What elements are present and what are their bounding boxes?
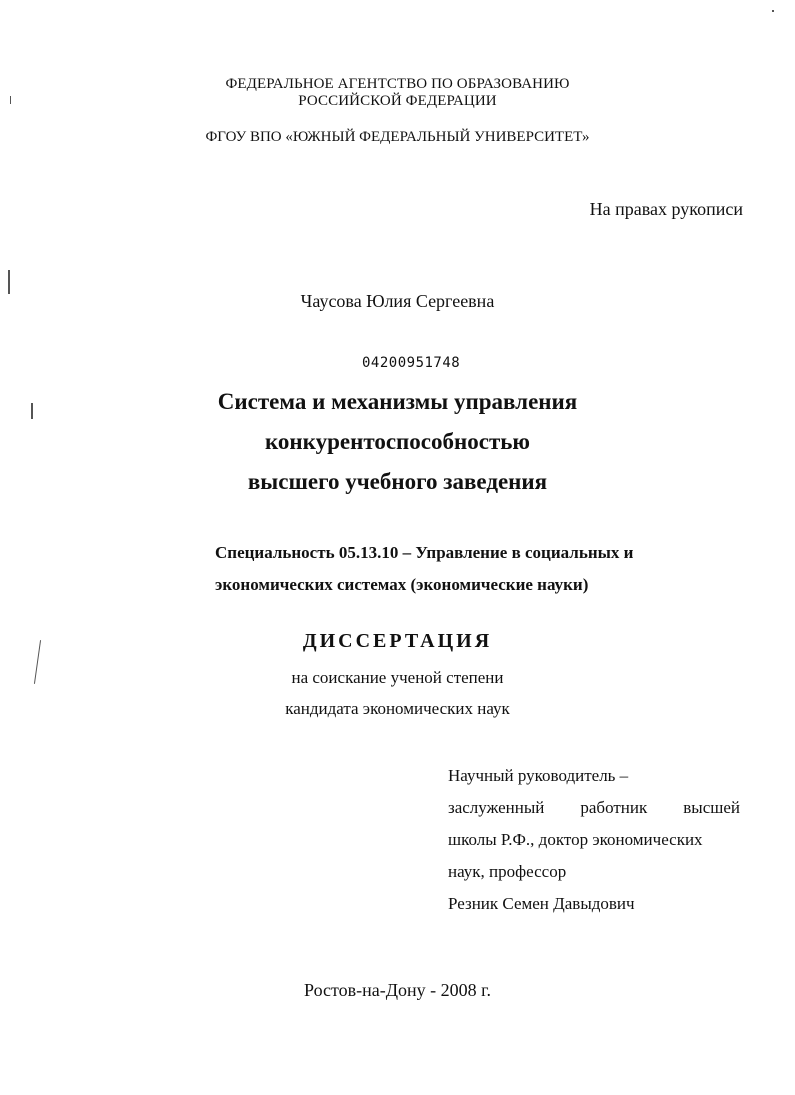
scan-mark-5 bbox=[772, 10, 774, 12]
dissertation-title bbox=[0, 382, 795, 502]
agency-line-2: РОССИЙСКОЙ ФЕДЕРАЦИИ bbox=[298, 93, 497, 109]
specialty bbox=[215, 537, 633, 601]
scan-mark-2 bbox=[8, 270, 10, 294]
agency-line-1: ФЕДЕРАЛЬНОЕ АГЕНТСТВО ПО ОБРАЗОВАНИЮ bbox=[225, 76, 570, 92]
supervisor-name: Резник Семен Давыдович bbox=[448, 894, 635, 913]
author-name: Чаусова Юлия Сергеевна bbox=[300, 291, 495, 311]
supervisor-word-2: работник bbox=[580, 798, 648, 817]
title-line-2: конкурентоспособностью bbox=[264, 429, 531, 454]
degree-line-2: кандидата экономических наук bbox=[285, 699, 510, 718]
scan-mark-1 bbox=[10, 96, 11, 104]
supervisor-line-2 bbox=[448, 792, 740, 824]
supervisor-line-3: школы Р.Ф., доктор экономических bbox=[448, 830, 703, 849]
title-line-3: высшего учебного заведения bbox=[247, 469, 548, 494]
supervisor-line-4: наук, профессор bbox=[448, 862, 567, 881]
supervisor-word-3: высшей bbox=[683, 798, 740, 817]
specialty-line-2: экономических системах (экономические науки) bbox=[215, 575, 589, 594]
specialty-line-1: Специальность 05.13.10 – Управление в социальных и bbox=[215, 543, 634, 562]
rights-note: На правах рукописи bbox=[589, 199, 743, 219]
scan-mark-3 bbox=[31, 403, 33, 419]
inventory-number: 04200951748 bbox=[362, 355, 461, 371]
supervisor-word-1: заслуженный bbox=[448, 798, 545, 817]
title-line-1: Система и механизмы управления bbox=[217, 389, 578, 414]
degree-line-1: на соискание ученой степени bbox=[291, 668, 504, 687]
degree-statement bbox=[0, 662, 795, 724]
supervisor-line-1: Научный руководитель – bbox=[448, 766, 629, 785]
city-year: Ростов-на-Дону - 2008 г. bbox=[304, 980, 491, 1000]
agency-header bbox=[0, 76, 795, 110]
supervisor-block bbox=[448, 760, 740, 920]
university-name: ФГОУ ВПО «ЮЖНЫЙ ФЕДЕРАЛЬНЫЙ УНИВЕРСИТЕТ» bbox=[205, 129, 590, 145]
document-type: ДИССЕРТАЦИЯ bbox=[302, 630, 493, 652]
